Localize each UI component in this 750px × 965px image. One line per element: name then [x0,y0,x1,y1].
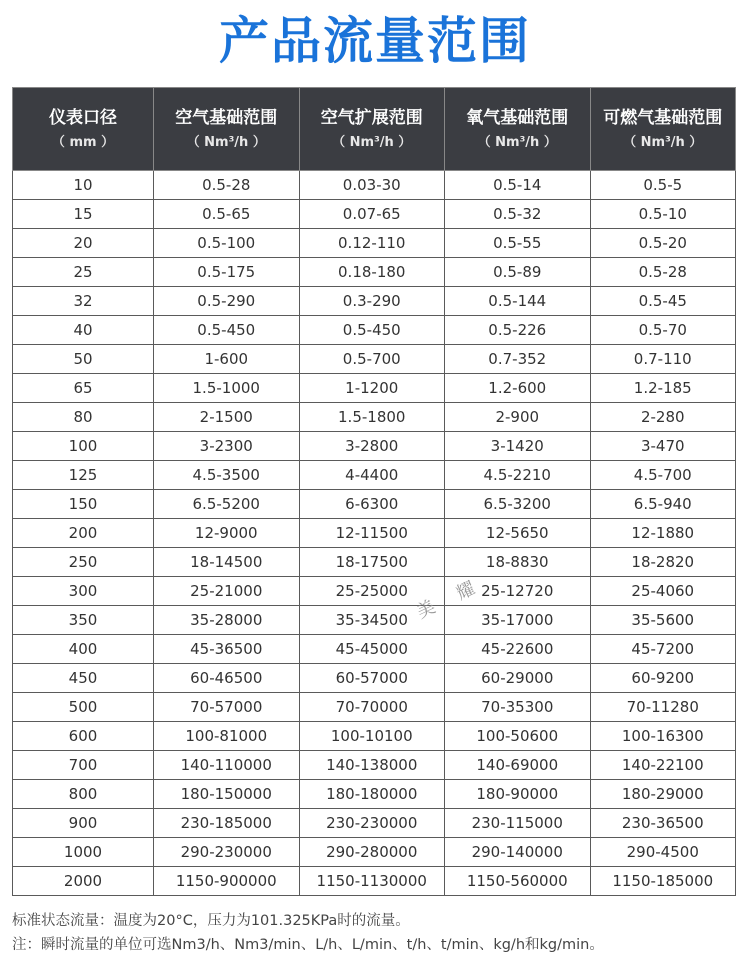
table-row [13,316,736,345]
page-title: 产品流量范围 [219,12,531,70]
range-cell: 25-21000 [154,577,300,606]
header-unit: （ Nm³/h ） [623,135,703,150]
diameter-cell: 300 [13,577,154,606]
table-body [13,171,736,896]
range-cell: 180-29000 [590,780,736,809]
diameter-cell: 40 [13,316,154,345]
range-cell: 35-34500 [299,606,445,635]
range-cell: 0.5-28 [154,171,300,200]
diameter-cell: 350 [13,606,154,635]
diameter-cell: 250 [13,548,154,577]
range-cell: 45-7200 [590,635,736,664]
range-cell: 45-45000 [299,635,445,664]
range-cell: 0.5-32 [445,200,591,229]
range-cell: 290-230000 [154,838,300,867]
range-cell: 70-70000 [299,693,445,722]
range-cell: 70-57000 [154,693,300,722]
range-cell: 0.7-352 [445,345,591,374]
footnotes [12,909,604,957]
table-row [13,374,736,403]
header-name: 空气基础范围 [175,108,278,128]
diameter-cell: 200 [13,519,154,548]
diameter-cell: 1000 [13,838,154,867]
range-cell: 230-230000 [299,809,445,838]
range-cell: 180-180000 [299,780,445,809]
table-row [13,258,736,287]
diameter-cell: 25 [13,258,154,287]
range-cell: 230-36500 [590,809,736,838]
range-cell: 3-2300 [154,432,300,461]
range-cell: 70-35300 [445,693,591,722]
diameter-cell: 80 [13,403,154,432]
range-cell: 12-11500 [299,519,445,548]
range-cell: 45-36500 [154,635,300,664]
header-unit: （ Nm³/h ） [332,135,412,150]
diameter-cell: 450 [13,664,154,693]
diameter-cell: 600 [13,722,154,751]
table-row [13,751,736,780]
range-cell: 0.5-175 [154,258,300,287]
range-cell: 6.5-3200 [445,490,591,519]
range-cell: 290-280000 [299,838,445,867]
table-row [13,838,736,867]
header-name: 可燃气基础范围 [603,108,723,128]
diameter-cell: 15 [13,200,154,229]
diameter-cell: 700 [13,751,154,780]
range-cell: 60-29000 [445,664,591,693]
range-cell: 0.5-89 [445,258,591,287]
table-row [13,548,736,577]
range-cell: 140-22100 [590,751,736,780]
range-cell: 60-46500 [154,664,300,693]
diameter-cell: 20 [13,229,154,258]
header-name: 空气扩展范围 [320,108,423,128]
range-cell: 230-185000 [154,809,300,838]
watermark: 美 耀 [413,573,488,624]
table-row [13,867,736,896]
range-cell: 18-14500 [154,548,300,577]
header-name: 氧气基础范围 [466,108,569,128]
range-cell: 4.5-3500 [154,461,300,490]
range-cell: 0.5-290 [154,287,300,316]
range-cell: 100-16300 [590,722,736,751]
range-cell: 18-8830 [445,548,591,577]
range-cell: 35-5600 [590,606,736,635]
range-cell: 0.5-144 [445,287,591,316]
range-cell: 0.5-70 [590,316,736,345]
range-cell: 12-1880 [590,519,736,548]
diameter-cell: 50 [13,345,154,374]
table-header-row [13,88,736,171]
range-cell: 0.5-450 [154,316,300,345]
range-cell: 2-1500 [154,403,300,432]
table-row [13,171,736,200]
table-row [13,461,736,490]
table-row [13,432,736,461]
range-cell: 230-115000 [445,809,591,838]
diameter-cell: 900 [13,809,154,838]
range-cell: 290-4500 [590,838,736,867]
table-row [13,287,736,316]
range-cell: 3-470 [590,432,736,461]
range-cell: 100-10100 [299,722,445,751]
range-cell: 0.5-450 [299,316,445,345]
range-cell: 290-140000 [445,838,591,867]
flow-range-table [12,87,736,896]
diameter-cell: 125 [13,461,154,490]
range-cell: 12-9000 [154,519,300,548]
diameter-cell: 32 [13,287,154,316]
diameter-cell: 500 [13,693,154,722]
header-cell [299,88,445,171]
header-cell [154,88,300,171]
diameter-cell: 150 [13,490,154,519]
range-cell: 0.5-226 [445,316,591,345]
range-cell: 0.5-10 [590,200,736,229]
range-cell: 0.5-65 [154,200,300,229]
range-cell: 1.5-1800 [299,403,445,432]
table-row [13,693,736,722]
range-cell: 0.12-110 [299,229,445,258]
diameter-cell: 10 [13,171,154,200]
range-cell: 0.5-55 [445,229,591,258]
range-cell: 0.5-20 [590,229,736,258]
header-unit: （ mm ） [51,135,115,150]
range-cell: 0.18-180 [299,258,445,287]
header-cell [445,88,591,171]
range-cell: 1150-1130000 [299,867,445,896]
diameter-cell: 2000 [13,867,154,896]
table-row [13,577,736,606]
range-cell: 0.5-700 [299,345,445,374]
table-row [13,664,736,693]
range-cell: 1150-185000 [590,867,736,896]
range-cell: 0.7-110 [590,345,736,374]
range-cell: 35-17000 [445,606,591,635]
range-cell: 12-5650 [445,519,591,548]
range-cell: 140-110000 [154,751,300,780]
range-cell: 1.5-1000 [154,374,300,403]
range-cell: 140-69000 [445,751,591,780]
range-cell: 1150-900000 [154,867,300,896]
range-cell: 3-1420 [445,432,591,461]
range-cell: 25-4060 [590,577,736,606]
range-cell: 0.5-100 [154,229,300,258]
range-cell: 3-2800 [299,432,445,461]
table-row [13,606,736,635]
range-cell: 0.5-45 [590,287,736,316]
range-cell: 18-17500 [299,548,445,577]
diameter-cell: 65 [13,374,154,403]
range-cell: 0.5-5 [590,171,736,200]
footnote-standard-conditions: 标准状态流量：温度为20°C，压力为101.325KPa时的流量。 [12,913,410,929]
range-cell: 6.5-940 [590,490,736,519]
range-cell: 100-81000 [154,722,300,751]
range-cell: 70-11280 [590,693,736,722]
range-cell: 60-57000 [299,664,445,693]
range-cell: 60-9200 [590,664,736,693]
range-cell: 2-280 [590,403,736,432]
range-cell: 0.07-65 [299,200,445,229]
header-cell [13,88,154,171]
table-row [13,490,736,519]
range-cell: 1.2-600 [445,374,591,403]
range-cell: 180-150000 [154,780,300,809]
range-cell: 0.5-28 [590,258,736,287]
range-cell: 180-90000 [445,780,591,809]
range-cell: 140-138000 [299,751,445,780]
range-cell: 100-50600 [445,722,591,751]
range-cell: 18-2820 [590,548,736,577]
table-row [13,519,736,548]
table-row [13,200,736,229]
range-cell: 1-1200 [299,374,445,403]
table-row [13,229,736,258]
range-cell: 6.5-5200 [154,490,300,519]
range-cell: 4.5-2210 [445,461,591,490]
diameter-cell: 100 [13,432,154,461]
range-cell: 0.03-30 [299,171,445,200]
table-row [13,345,736,374]
range-cell: 1-600 [154,345,300,374]
range-cell: 25-12720 [445,577,591,606]
header-unit: （ Nm³/h ） [186,135,266,150]
table-row [13,403,736,432]
range-cell: 1150-560000 [445,867,591,896]
range-cell: 2-900 [445,403,591,432]
table-row [13,635,736,664]
footnote-units: 注：瞬时流量的单位可选Nm3/h、Nm3/min、L/h、L/min、t/h、t/min、kg/h和kg/min。 [12,937,604,953]
table-row [13,809,736,838]
range-cell: 25-25000 [299,577,445,606]
diameter-cell: 800 [13,780,154,809]
header-cell [590,88,736,171]
header-unit: （ Nm³/h ） [477,135,557,150]
range-cell: 4.5-700 [590,461,736,490]
header-name: 仪表口径 [49,108,117,128]
table-row [13,722,736,751]
range-cell: 45-22600 [445,635,591,664]
range-cell: 6-6300 [299,490,445,519]
range-cell: 4-4400 [299,461,445,490]
range-cell: 35-28000 [154,606,300,635]
range-cell: 0.5-14 [445,171,591,200]
range-cell: 0.3-290 [299,287,445,316]
diameter-cell: 400 [13,635,154,664]
table-row [13,780,736,809]
range-cell: 1.2-185 [590,374,736,403]
